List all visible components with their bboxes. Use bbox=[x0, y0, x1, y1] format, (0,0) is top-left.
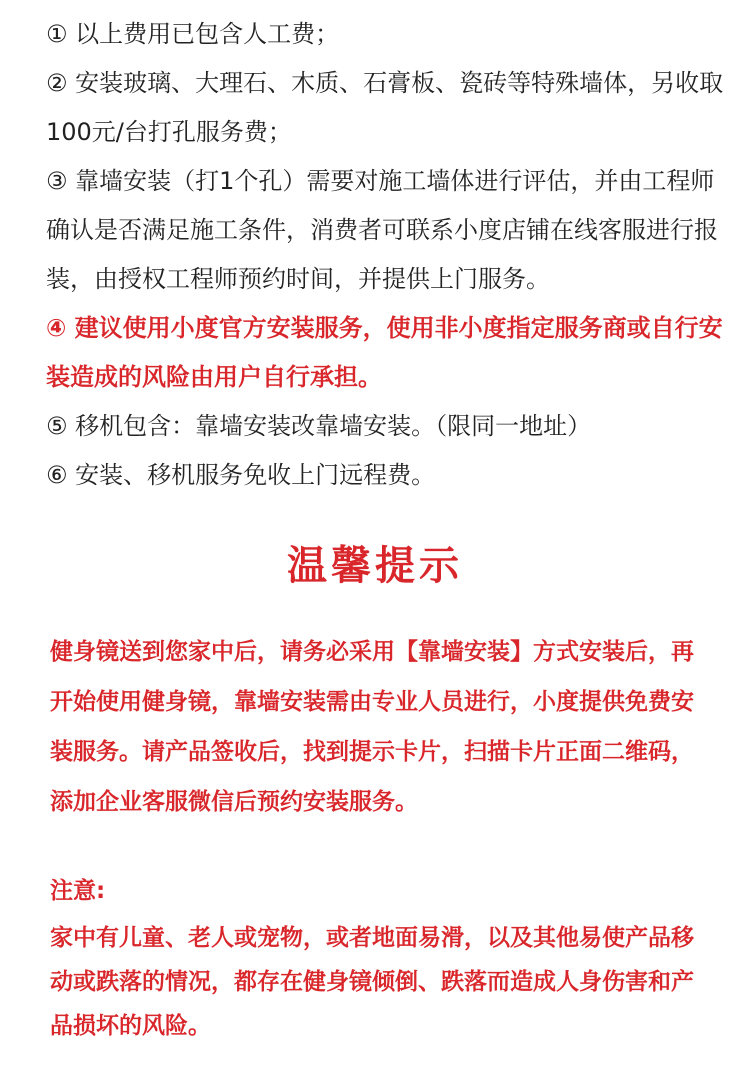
note-item-2: ② 安装玻璃、大理石、木质、石膏板、瓷砖等特殊墙体，另收取100元/台打孔服务费； bbox=[46, 69, 724, 146]
warm-tips-heading: 温馨提示 bbox=[287, 543, 463, 589]
note-item-1: ① 以上费用已包含人工费； bbox=[46, 20, 340, 48]
notice-body: 家中有儿童、老人或宠物，或者地面易滑，以及其他易使产品移动或跌落的情况，都存在健身镜倾倒、跌落而造成人身伤害和产品损坏的风险。 bbox=[50, 925, 694, 1039]
installation-tip: 健身镜送到您家中后，请务必采用【靠墙安装】方式安装后，再开始使用健身镜，靠墙安装需由专业人员进行，小度提供免费安装服务。请产品签收后，找到提示卡片，扫描卡片正面二维码，添加企业客服微信后预约安装服务。 bbox=[50, 639, 694, 815]
note-item-3: ③ 靠墙安装（打1个孔）需要对施工墙体进行评估，并由工程师确认是否满足施工条件，消费者可联系小度店铺在线客服进行报装，由授权工程师预约时间，并提供上门服务。 bbox=[46, 167, 718, 293]
note-item-6: ⑥ 安装、移机服务免收上门远程费。 bbox=[46, 461, 436, 489]
note-item-5: ⑤ 移机包含：靠墙安装改靠墙安装。（限同一地址） bbox=[46, 412, 592, 440]
service-notes bbox=[46, 10, 726, 500]
note-item-4-warning: ④ 建议使用小度官方安装服务，使用非小度指定服务商或自行安装造成的风险由用户自行承担。 bbox=[46, 314, 723, 391]
notice-label: 注意: bbox=[50, 878, 106, 904]
